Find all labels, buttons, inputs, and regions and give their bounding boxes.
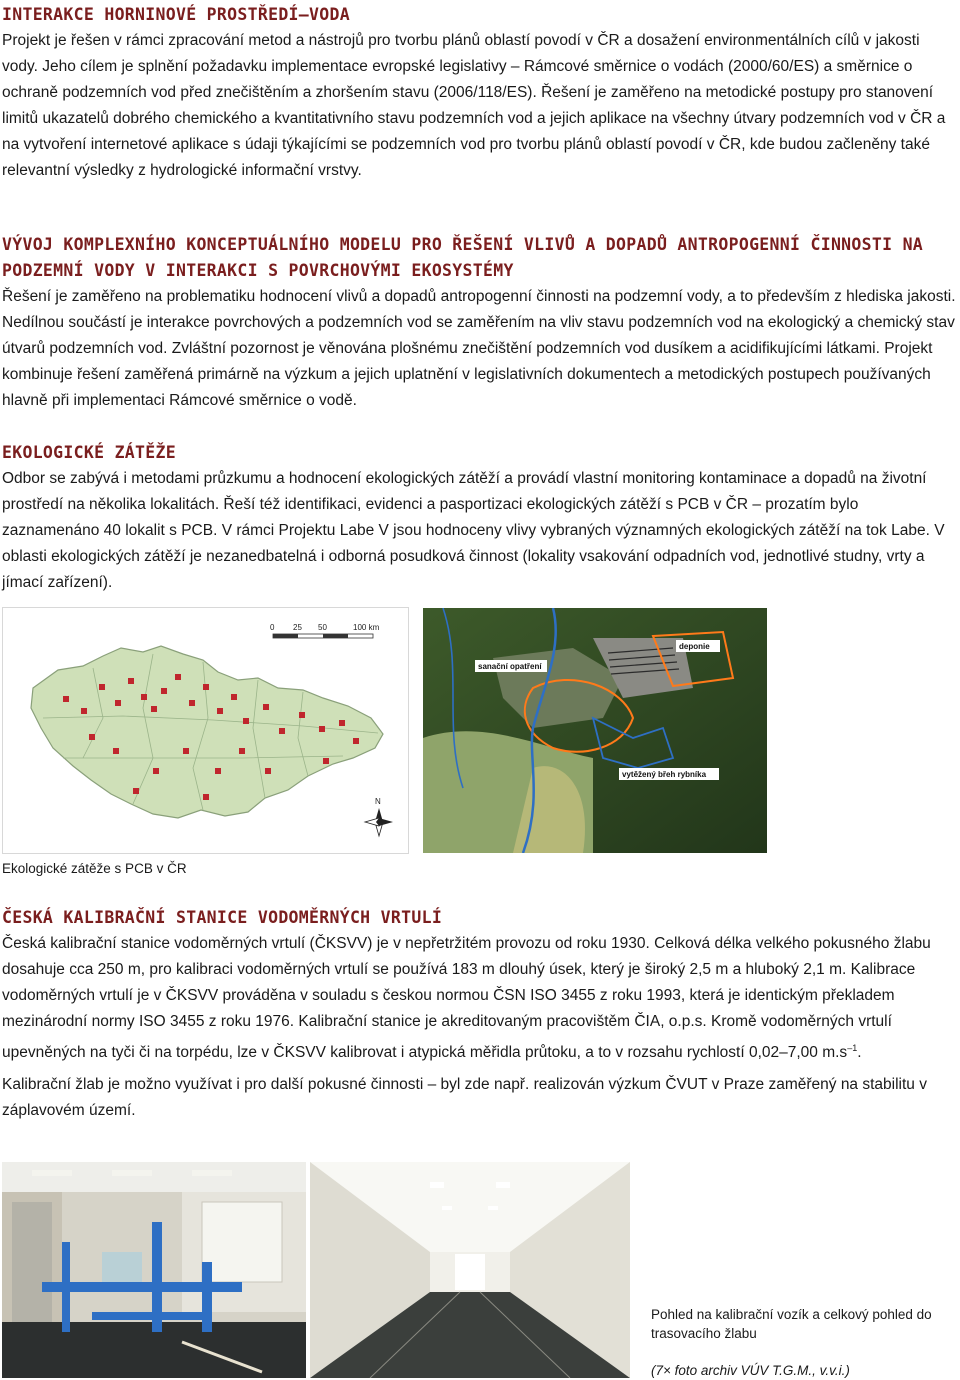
scale-bar <box>273 634 373 638</box>
flume-photo <box>310 1162 630 1378</box>
section-paragraph: Projekt je řešen v rámci zpracování metod a nástrojů pro tvorbu plánů oblastí povodí v ČR a dosažení environmentálních cílů v jakosti vody. Jeho cílem je splnění požadavku implementace evropské legislativy – Rámcové směrnice o vodách (2000/60/ES) a směrnice o ochraně podzemních vod před znečištěním a zhoršením stavu (2006/118/ES). Řešení je zaměřeno na metodické postupy pro stanovení limitů ukazatelů dobrého chemického a kvantitativního stavu podzemních vod a jejich aplikace na všechny útvary podzemních vod v ČR a na vytvoření internetové aplikace s údaji týkajícími se podzemních vod pro tvorbu plánů oblastí povodí v ČR, kde budou začleněny také relevantní výsledky z hydrologické informační vrstvy. <box>2 32 946 179</box>
unit-exponent: –1 <box>847 1043 858 1053</box>
section-heading: EKOLOGICKÉ ZÁTĚŽE <box>2 443 176 462</box>
paragraph-end: . <box>857 1044 862 1062</box>
label-deponie: deponie <box>679 642 710 651</box>
pcb-map-figure <box>2 607 409 854</box>
label-vytezeny-breh: vytěžený břeh rybníka <box>622 770 707 779</box>
aerial-photo <box>423 608 767 853</box>
scale-label: 50 <box>318 623 327 632</box>
section-kalibracni-stanice <box>2 905 958 1124</box>
section-horninove-prostredi <box>2 2 958 184</box>
ceiling-lights <box>32 1170 232 1176</box>
calibration-cart-photo <box>2 1162 306 1378</box>
section-ekologicke-zateze <box>2 440 958 596</box>
section-paragraph: Odbor se zabývá i metodami průzkumu a hodnocení ekologických zátěží a provádí vlastní monitoring kontaminace a dopadů na životní prostředí na několika lokalitách. Řeší též identifikaci, evidenci a pasportizaci ekologických zátěží s PCB v ČR – prozatím bylo zaznamenáno 40 lokalit s PCB. V rámci Projektu Labe V jsou hodnoceny vlivy vybraných významných ekologických zátěží na tok Labe. V oblasti ekologických zátěží je nezanedbatelná i odborná posudková činnost (lokality vsakování odpadních vod, jednotlivé studny, vrty a jímací zařízení). <box>2 470 945 591</box>
map-caption: Ekologické zátěže s PCB v ČR <box>2 861 187 876</box>
paragraph-text: Česká kalibrační stanice vodoměrných vrtulí (ČKSVV) je v nepřetržitém provozu od roku 1930. Celková délka velkého pokusného žlabu dosahuje cca 250 m, pro kalibraci vodoměrných vrtulí se používá 183 m dlouhý úsek, který je široký 2,5 m a hluboký 2,1 m. Kalibrace vodoměrných vrtulí je v ČKSVV prováděna v souladu s českou normou ČSN ISO 3455 z roku 1993, která je identickým překladem mezinárodní normy ISO 3455 z roku 1976. Kalibrační stanice je akreditovaným pracovištěm ČIA, o.p.s. Kromě vodoměrných vrtulí upevněných na tyči či na torpédu, lze v ČKSVV kalibrovat i atypická měřidla průtoku, a to v rozsahu rychlostí 0,02–7,00 m.s <box>2 935 931 1062</box>
cart-photo-svg <box>2 1162 306 1378</box>
photo-credit: (7× foto archiv VÚV T.G.M., v.v.i.) <box>651 1363 850 1378</box>
section-heading: VÝVOJ KOMPLEXNÍHO KONCEPTUÁLNÍHO MODELU PRO ŘEŠENÍ VLIVŮ A DOPADŮ ANTROPOGENNÍ ČINNOSTI NA PODZEMNÍ VODY V INTERAKCI S POVRCHOVÝMI EKOSYSTÉMY <box>2 235 924 280</box>
scale-label: 100 km <box>353 623 380 632</box>
section-paragraph <box>2 931 958 1066</box>
czech-republic-shape <box>31 646 383 818</box>
section-paragraph: Řešení je zaměřeno na problematiku hodnocení vlivů a dopadů antropogenní činnosti na podzemní vody, a to především z hlediska jakosti. Nedílnou součástí je interakce povrchových a podzemních vod se zaměřením na vliv stavu podzemních vod na ekologický a chemický stav útvarů podzemních vod. Zvláštní pozornost je věnována plošnému znečištění podzemních vod dusíkem a acidifikujícími látkami. Projekt kombinuje řešení zaměřená primárně na výzkum a jejich uplatnění v legislativních dokumentech a metodických postupech používaných hlavně při implementaci Rámcové směrnice o vodě. <box>2 288 956 409</box>
north-arrow-icon <box>365 808 393 836</box>
aerial-photo-svg <box>423 608 767 853</box>
label-sanacni-opatreni: sanační opatření <box>478 662 542 671</box>
czech-map-svg <box>3 608 408 853</box>
flume-photo-svg <box>310 1162 630 1378</box>
section-heading: ČESKÁ KALIBRAČNÍ STANICE VODOMĚRNÝCH VRTULÍ <box>2 908 443 927</box>
north-label: N <box>375 797 381 806</box>
section-paragraph: Kalibrační žlab je možno využívat i pro další pokusné činnosti – byl zde např. realizován výzkum ČVUT v Praze zaměřený na stabilitu v záplavovém území. <box>2 1076 927 1120</box>
section-heading: INTERAKCE HORNINOVÉ PROSTŘEDÍ–VODA <box>2 5 350 24</box>
scale-label: 0 <box>270 623 275 632</box>
section-konceptualni-model <box>2 232 958 414</box>
scale-label: 25 <box>293 623 302 632</box>
photo-caption: Pohled na kalibrační vozík a celkový pohled do trasovacího žlabu <box>651 1307 932 1341</box>
